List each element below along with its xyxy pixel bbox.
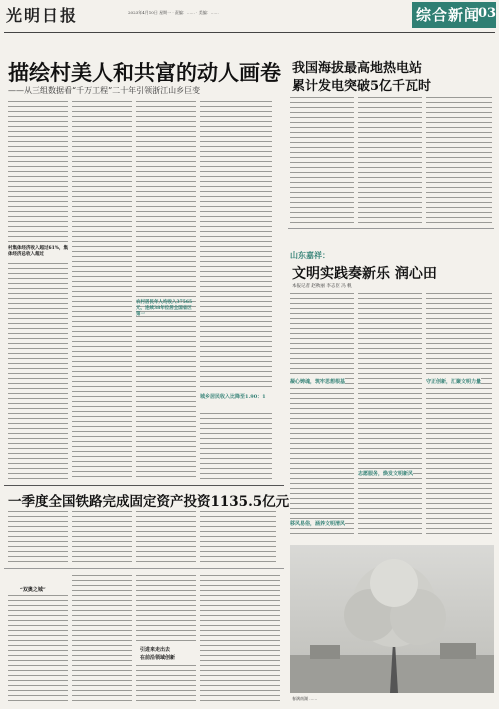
lead-subhead-ratio: 城乡居民收入比降至1.90：1 (200, 394, 266, 400)
right-subhead-4: 守正创新，汇聚文明力量 (426, 379, 482, 385)
right-divider (288, 228, 494, 229)
tree-illustration (290, 545, 494, 693)
lead-text-col5 (200, 412, 272, 480)
right-top-headline-1: 我国海拔最高地热电站 (292, 61, 423, 76)
page-number: 03 (478, 6, 497, 21)
lead-box-text (8, 262, 68, 480)
rail-col1 (8, 510, 68, 565)
right-mid-col1 (290, 292, 354, 537)
masthead-meta: 2023年4月10日 星期一 · 责编：…… · 美编：…… (128, 10, 219, 15)
rail-col2 (72, 510, 132, 565)
lead-text-col1 (8, 100, 68, 242)
bottom-col4 (200, 574, 280, 704)
lead-box-title: 村集体经济收入超过61%，集体经济总收入超过 (8, 246, 69, 257)
lead-text-col3 (136, 100, 196, 480)
right-top-col3 (426, 96, 492, 226)
lead-subhead-income: 农村居民年人均收入37565元，连续38年位居全国省区第一 (136, 300, 193, 317)
right-subhead-3: 移风易俗，涵养文明清风 (290, 521, 346, 527)
rail-col3 (136, 510, 196, 565)
bottom-subhead-1: “双奥之城” (20, 587, 46, 593)
newspaper-logo: 光明日报 (6, 6, 79, 25)
right-kicker: 山东嘉祥： (290, 250, 330, 260)
right-mid-col3 (426, 292, 492, 537)
bottom-col2 (72, 574, 132, 704)
right-top-col1 (290, 96, 354, 226)
right-byline: 本报记者 赵秋丽 李志臣 冯 帆 (292, 284, 352, 289)
right-mid-col2 (358, 292, 422, 537)
right-top-col2 (358, 96, 422, 226)
right-top-headline-2: 累计发电突破5亿千瓦时 (292, 79, 432, 94)
lead-box-heading (8, 246, 70, 258)
lead-text-col2 (72, 100, 132, 480)
photo-caption: 春满南湖 …… (292, 696, 318, 701)
rail-bottom-rule (4, 568, 284, 569)
masthead (0, 0, 499, 34)
bottom-subhead-3: 在前沿领域创新 (140, 655, 176, 661)
masthead-rule (4, 32, 495, 33)
bottom-col3b (136, 664, 196, 704)
right-subhead-1: 凝心铸魂，筑牢思想根基 (290, 379, 346, 385)
bottom-col3 (136, 574, 196, 644)
section-title: 综合新闻 (416, 6, 481, 24)
right-headline: 文明实践奏新乐 润心田 (292, 266, 437, 282)
bottom-subhead-2: 引进来走出去 (140, 647, 171, 653)
rail-headline: 一季度全国铁路完成固定资产投资1135.5亿元 (8, 494, 290, 510)
lead-subheadline: ——从三组数据看“千万工程”二十年引领浙江山乡巨变 (8, 86, 201, 95)
right-subhead-2: 志愿服务，焕发文明新风 (358, 471, 414, 477)
lead-text-col4 (200, 100, 272, 390)
lead-headline: 描绘村美人和共富的动人画卷 (8, 60, 281, 85)
bottom-col1 (8, 594, 68, 704)
rail-rule (4, 485, 284, 486)
news-photo (290, 545, 494, 693)
rail-col4 (200, 510, 276, 565)
